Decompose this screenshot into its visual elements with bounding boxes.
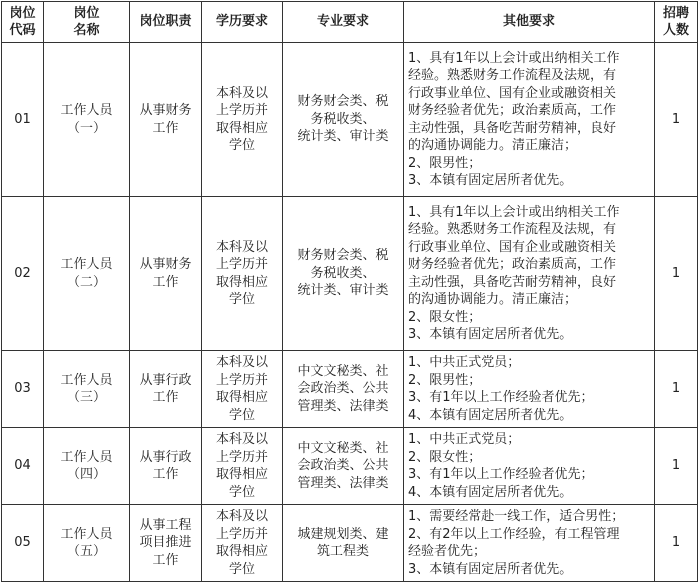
header-other: 其他要求 (404, 2, 655, 43)
cell-education-line: 本科及以 (215, 432, 268, 447)
cell-other-line: 3、本镇有固定居所者优先。 (408, 173, 573, 188)
cell-other-line: 2、限男性； (408, 372, 482, 388)
cell-other-line: 3、有1年以上工作经验者优先； (408, 390, 594, 405)
cell-post-name-line: （二） (66, 274, 106, 290)
cell-post-duty-line: 项目推进 (139, 535, 192, 551)
cell-major-line: 筑工程类 (316, 544, 369, 559)
cell-post-duty-line: 从事财务 (139, 257, 192, 272)
cell-other-line: 2、限男性； (408, 155, 482, 171)
cell-post-code: 02 (2, 197, 44, 351)
cell-major-line: 会政治类、公共 (297, 381, 389, 397)
cell-post-duty-line: 工作 (152, 390, 179, 405)
cell-post-code: 05 (2, 505, 44, 582)
cell-other-line: 2、限女性； (408, 449, 482, 465)
cell-other-line: 经验。熟悉财务工作流程及法规，有 (408, 222, 617, 237)
cell-education-line: 学位 (228, 138, 255, 153)
cell-major-line: 务税收类、 (310, 265, 376, 281)
cell-education-line: 本科及以 (215, 239, 268, 255)
cell-count: 1 (655, 351, 698, 428)
cell-post-name-line: 工作人员 (60, 526, 113, 542)
cell-other-line: 经验。熟悉财务工作流程及法规，有 (408, 68, 617, 83)
cell-count: 1 (655, 428, 698, 505)
cell-education-line: 上学历并 (215, 449, 268, 465)
cell-other-line: 3、本镇有固定居所者优先。 (408, 327, 573, 342)
table-row (2, 505, 698, 582)
cell-other (404, 428, 655, 505)
cell-post-name (44, 505, 130, 582)
cell-post-duty-line: 工作 (152, 467, 179, 482)
header-post-duty: 岗位职责 (130, 2, 202, 43)
header-row (2, 2, 698, 43)
cell-education-line: 本科及以 (215, 355, 268, 370)
cell-other-line: 主动性强，具备吃苦耐劳精神，良好 (408, 274, 617, 290)
cell-post-name-line: 工作人员 (60, 257, 113, 272)
cell-post-duty (130, 197, 202, 351)
cell-education-line: 取得相应 (215, 390, 268, 405)
cell-major-line: 中文文秘类、社 (297, 363, 389, 379)
cell-other-line: 行政事业单位、国有企业或融资相关 (408, 85, 617, 101)
cell-major-line: 管理类、法律类 (297, 398, 389, 414)
cell-other-line: 行政事业单位、国有企业或融资相关 (408, 239, 617, 255)
cell-major-line: 务税收类、 (310, 111, 376, 127)
cell-post-duty-line: 从事行政 (139, 449, 192, 465)
cell-major (283, 197, 404, 351)
cell-post-name-line: （一） (66, 120, 106, 136)
cell-other (404, 351, 655, 428)
recruitment-table (1, 1, 698, 582)
cell-post-duty (130, 351, 202, 428)
cell-post-name (44, 43, 130, 197)
cell-education-line: 学位 (228, 292, 255, 307)
cell-other-line: 1、需要经常赴一线工作，适合男性； (408, 509, 625, 524)
cell-education-line: 上学历并 (215, 103, 268, 118)
cell-major-line: 会政治类、公共 (297, 458, 389, 474)
cell-post-duty-line: 工作 (152, 552, 179, 568)
cell-major-line: 统计类、审计类 (297, 283, 389, 299)
table-row (2, 428, 698, 505)
cell-other-line: 财务经验者优先；政治素质高，工作 (408, 257, 617, 272)
cell-post-name-line: 工作人员 (60, 372, 113, 388)
cell-education-line: 取得相应 (215, 274, 268, 290)
cell-post-name-line: （三） (66, 390, 106, 405)
cell-education (202, 43, 283, 197)
cell-post-duty (130, 43, 202, 197)
cell-major-line: 城建规划类、建 (297, 526, 389, 542)
cell-other (404, 505, 655, 582)
cell-education (202, 197, 283, 351)
cell-education (202, 428, 283, 505)
cell-post-name-line: 工作人员 (60, 103, 113, 118)
cell-other-line: 主动性强，具备吃苦耐劳精神，良好 (408, 120, 617, 136)
cell-education-line: 学位 (228, 484, 255, 500)
cell-count: 1 (655, 197, 698, 351)
cell-other-line: 3、有1年以上工作经验者优先； (408, 467, 594, 482)
cell-major (283, 43, 404, 197)
cell-education-line: 上学历并 (215, 257, 268, 272)
cell-post-name (44, 197, 130, 351)
cell-education-line: 上学历并 (215, 526, 268, 542)
cell-other-line: 1、中共正式党员； (408, 432, 521, 447)
cell-education-line: 取得相应 (215, 544, 268, 559)
cell-other-line: 2、有2年以上工作经验，有工程管理 (408, 526, 620, 542)
cell-other-line: 1、中共正式党员； (408, 355, 521, 370)
cell-count: 1 (655, 505, 698, 582)
cell-post-name (44, 351, 130, 428)
cell-other-line: 4、本镇有固定居所者优先。 (408, 484, 573, 500)
cell-other-line: 1、具有1年以上会计或出纳相关工作 (408, 50, 620, 66)
header-education: 学历要求 (202, 2, 283, 43)
cell-other-line: 的沟通协调能力。清正廉洁； (408, 138, 578, 153)
cell-education-line: 学位 (228, 407, 255, 423)
cell-post-duty-line: 工作 (152, 274, 179, 290)
cell-major (283, 505, 404, 582)
cell-post-name-line: （五） (66, 544, 106, 559)
cell-education-line: 本科及以 (215, 85, 268, 101)
cell-other (404, 43, 655, 197)
cell-post-name-line: （四） (66, 467, 106, 482)
cell-post-duty-line: 从事行政 (139, 372, 192, 388)
cell-post-code: 01 (2, 43, 44, 197)
header-major: 专业要求 (283, 2, 404, 43)
cell-other-line: 1、具有1年以上会计或出纳相关工作 (408, 204, 620, 220)
cell-other-line: 4、本镇有固定居所者优先。 (408, 407, 573, 423)
cell-education (202, 351, 283, 428)
cell-other-line: 经验者优先； (408, 544, 487, 559)
cell-education-line: 本科及以 (215, 509, 268, 524)
cell-other-line: 财务经验者优先；政治素质高，工作 (408, 103, 617, 118)
table-row (2, 197, 698, 351)
cell-post-duty-line: 从事财务 (139, 103, 192, 118)
cell-post-name-line: 工作人员 (60, 449, 113, 465)
cell-education-line: 取得相应 (215, 467, 268, 482)
cell-major-line: 管理类、法律类 (297, 475, 389, 491)
cell-education-line: 上学历并 (215, 372, 268, 388)
table-row (2, 43, 698, 197)
cell-major-line: 中文文秘类、社 (297, 440, 389, 456)
cell-post-name (44, 428, 130, 505)
cell-post-duty (130, 505, 202, 582)
cell-major-line: 财务财会类、税 (297, 94, 389, 110)
header-post-code: 岗位 代码 (2, 2, 44, 43)
cell-post-duty-line: 从事工程 (139, 517, 192, 533)
cell-post-code: 03 (2, 351, 44, 428)
cell-education-line: 学位 (228, 561, 255, 577)
cell-other (404, 197, 655, 351)
cell-count: 1 (655, 43, 698, 197)
cell-other-line: 的沟通协调能力。清正廉洁； (408, 292, 578, 307)
cell-other-line: 3、本镇有固定居所者优先。 (408, 561, 573, 577)
cell-major (283, 351, 404, 428)
cell-post-code: 04 (2, 428, 44, 505)
header-post-name: 岗位 名称 (44, 2, 130, 43)
cell-major-line: 财务财会类、税 (297, 248, 389, 264)
cell-education-line: 取得相应 (215, 120, 268, 136)
cell-major (283, 428, 404, 505)
cell-major-line: 统计类、审计类 (297, 129, 389, 145)
cell-post-duty (130, 428, 202, 505)
header-count: 招聘 人数 (655, 2, 698, 43)
cell-post-duty-line: 工作 (152, 120, 179, 136)
table-row (2, 351, 698, 428)
cell-other-line: 2、限女性； (408, 309, 482, 325)
cell-education (202, 505, 283, 582)
